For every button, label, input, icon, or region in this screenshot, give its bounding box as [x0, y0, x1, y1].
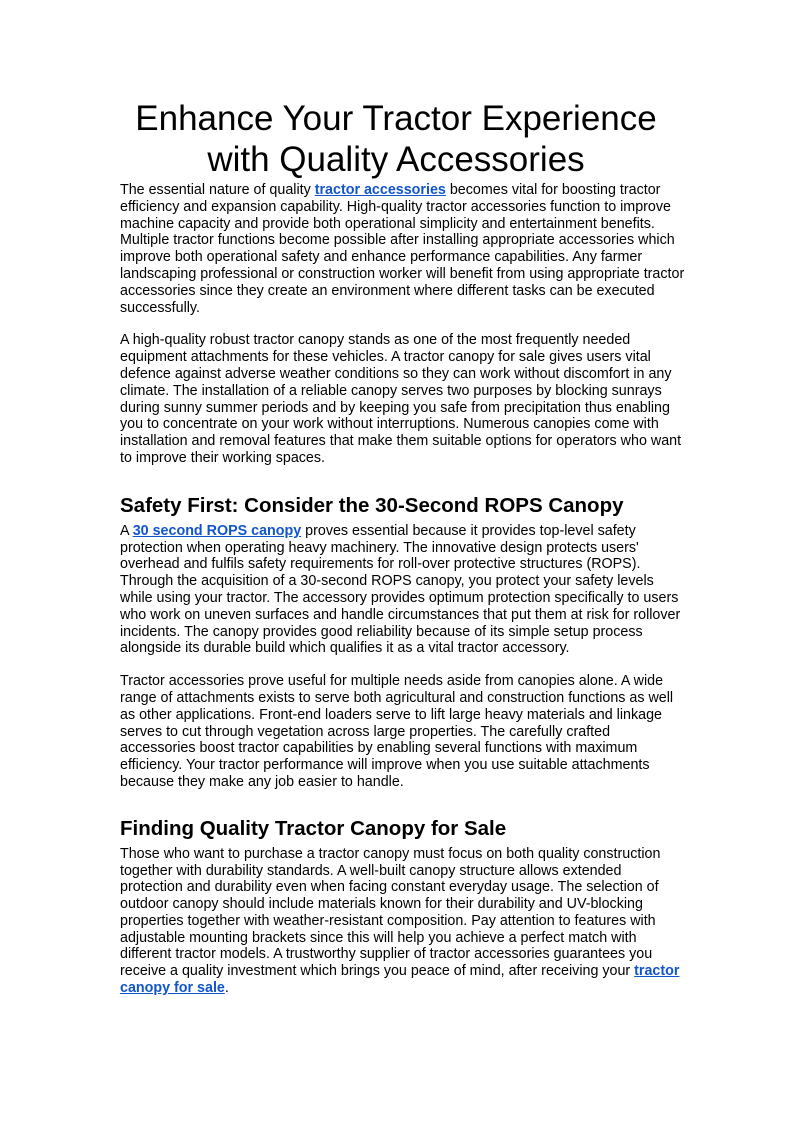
rops-paragraph-1-text-start: A: [120, 522, 133, 539]
rops-paragraph-1-text-end: proves essential because it provides top-level safety protection when operating heavy machinery. The innovative design protects users' overhead and fulfils safety requirements for roll-over protective structures (ROPS). Through the acquisition of a 30-second ROPS canopy, you protect your safety levels while using your tractor. The accessory provides optimum protection specifically to users who work on uneven surfaces and handle circumstances that put them at risk for rollover incidents. The canopy provides good reliability because of its simple setup process alongside its durable build which qualifies it as a vital tractor accessory.: [120, 522, 681, 657]
rops-canopy-section: [120, 494, 686, 791]
intro-section: [120, 182, 686, 467]
tractor-accessories-link[interactable]: tractor accessories: [314, 182, 446, 198]
page-title-line-2: with Quality Accessories: [207, 140, 585, 179]
canopy-for-sale-section: [120, 817, 686, 997]
canopy-for-sale-paragraph: [120, 846, 686, 997]
intro-paragraph-1: [120, 182, 686, 316]
intro-paragraph-2: A high-quality robust tractor canopy stands as one of the most frequently needed equipment attachments for these vehicles. A tractor canopy for sale gives users vital defence against adverse weather conditions so they can work without discomfort in any climate. The installation of a reliable canopy serves two purposes by blocking sunrays during sunny summer periods and by keeping you safe from precipitation thus enabling you to concentrate on your work without interruptions. Numerous canopies come with installation and removal features that make them suitable options for operators who want to improve their working spaces.: [120, 332, 682, 466]
rops-paragraph-1: [120, 523, 686, 657]
canopy-for-sale-heading: Finding Quality Tractor Canopy for Sale: [120, 816, 507, 840]
rops-paragraph-2: Tractor accessories prove useful for multiple needs aside from canopies alone. A wide range of attachments exists to serve both agricultural and construction functions as well as other applications. Front-end loaders serve to lift large heavy materials and linkage serves to cut through vegetation across large properties. The carefully crafted accessories boost tractor capabilities by enabling several functions with maximum efficiency. Your tractor performance will improve when you use suitable attachments because they make any job easier to handle.: [120, 673, 674, 790]
canopy-for-sale-text-end: .: [224, 980, 229, 997]
canopy-for-sale-text-start: Those who want to purchase a tractor canopy must focus on both quality construction together with durability standards. A well-built canopy structure allows extended protection and durability even when facing constant everyday usage. The selection of outdoor canopy should include materials known for their durability and UV-blocking properties together with weather-resistant composition. Pay attention to features with adjustable mounting brackets since this will help you achieve a perfect match with different tractor models. A trustworthy supplier of tractor accessories guarantees you receive a quality investment which brings you peace of mind, after receiving your: [120, 845, 661, 980]
tractor-canopy-for-sale-link[interactable]: tractor canopy for sale: [120, 963, 680, 997]
intro-paragraph-1-text-start: The essential nature of quality: [120, 182, 315, 198]
rops-canopy-link[interactable]: 30 second ROPS canopy: [132, 522, 302, 539]
intro-paragraph-1-text-end: becomes vital for boosting tractor efficiency and expansion capability. High-quality tractor accessories function to improve machine capacity and provide both operational simplicity and entertainment benefits. Multiple tractor functions become possible after installing appropriate accessories which improve both operational safety and enhance performance capabilities. Any farmer landscaping professional or construction worker will benefit from using appropriate tractor accessories since they create an environment where different tasks can be executed successfully.: [120, 182, 685, 316]
page-title-line-1: Enhance Your Tractor Experience: [135, 99, 657, 138]
document-body: [120, 98, 686, 997]
rops-canopy-heading: Safety First: Consider the 30-Second ROPS Canopy: [120, 493, 624, 517]
page-title: [96, 98, 696, 180]
